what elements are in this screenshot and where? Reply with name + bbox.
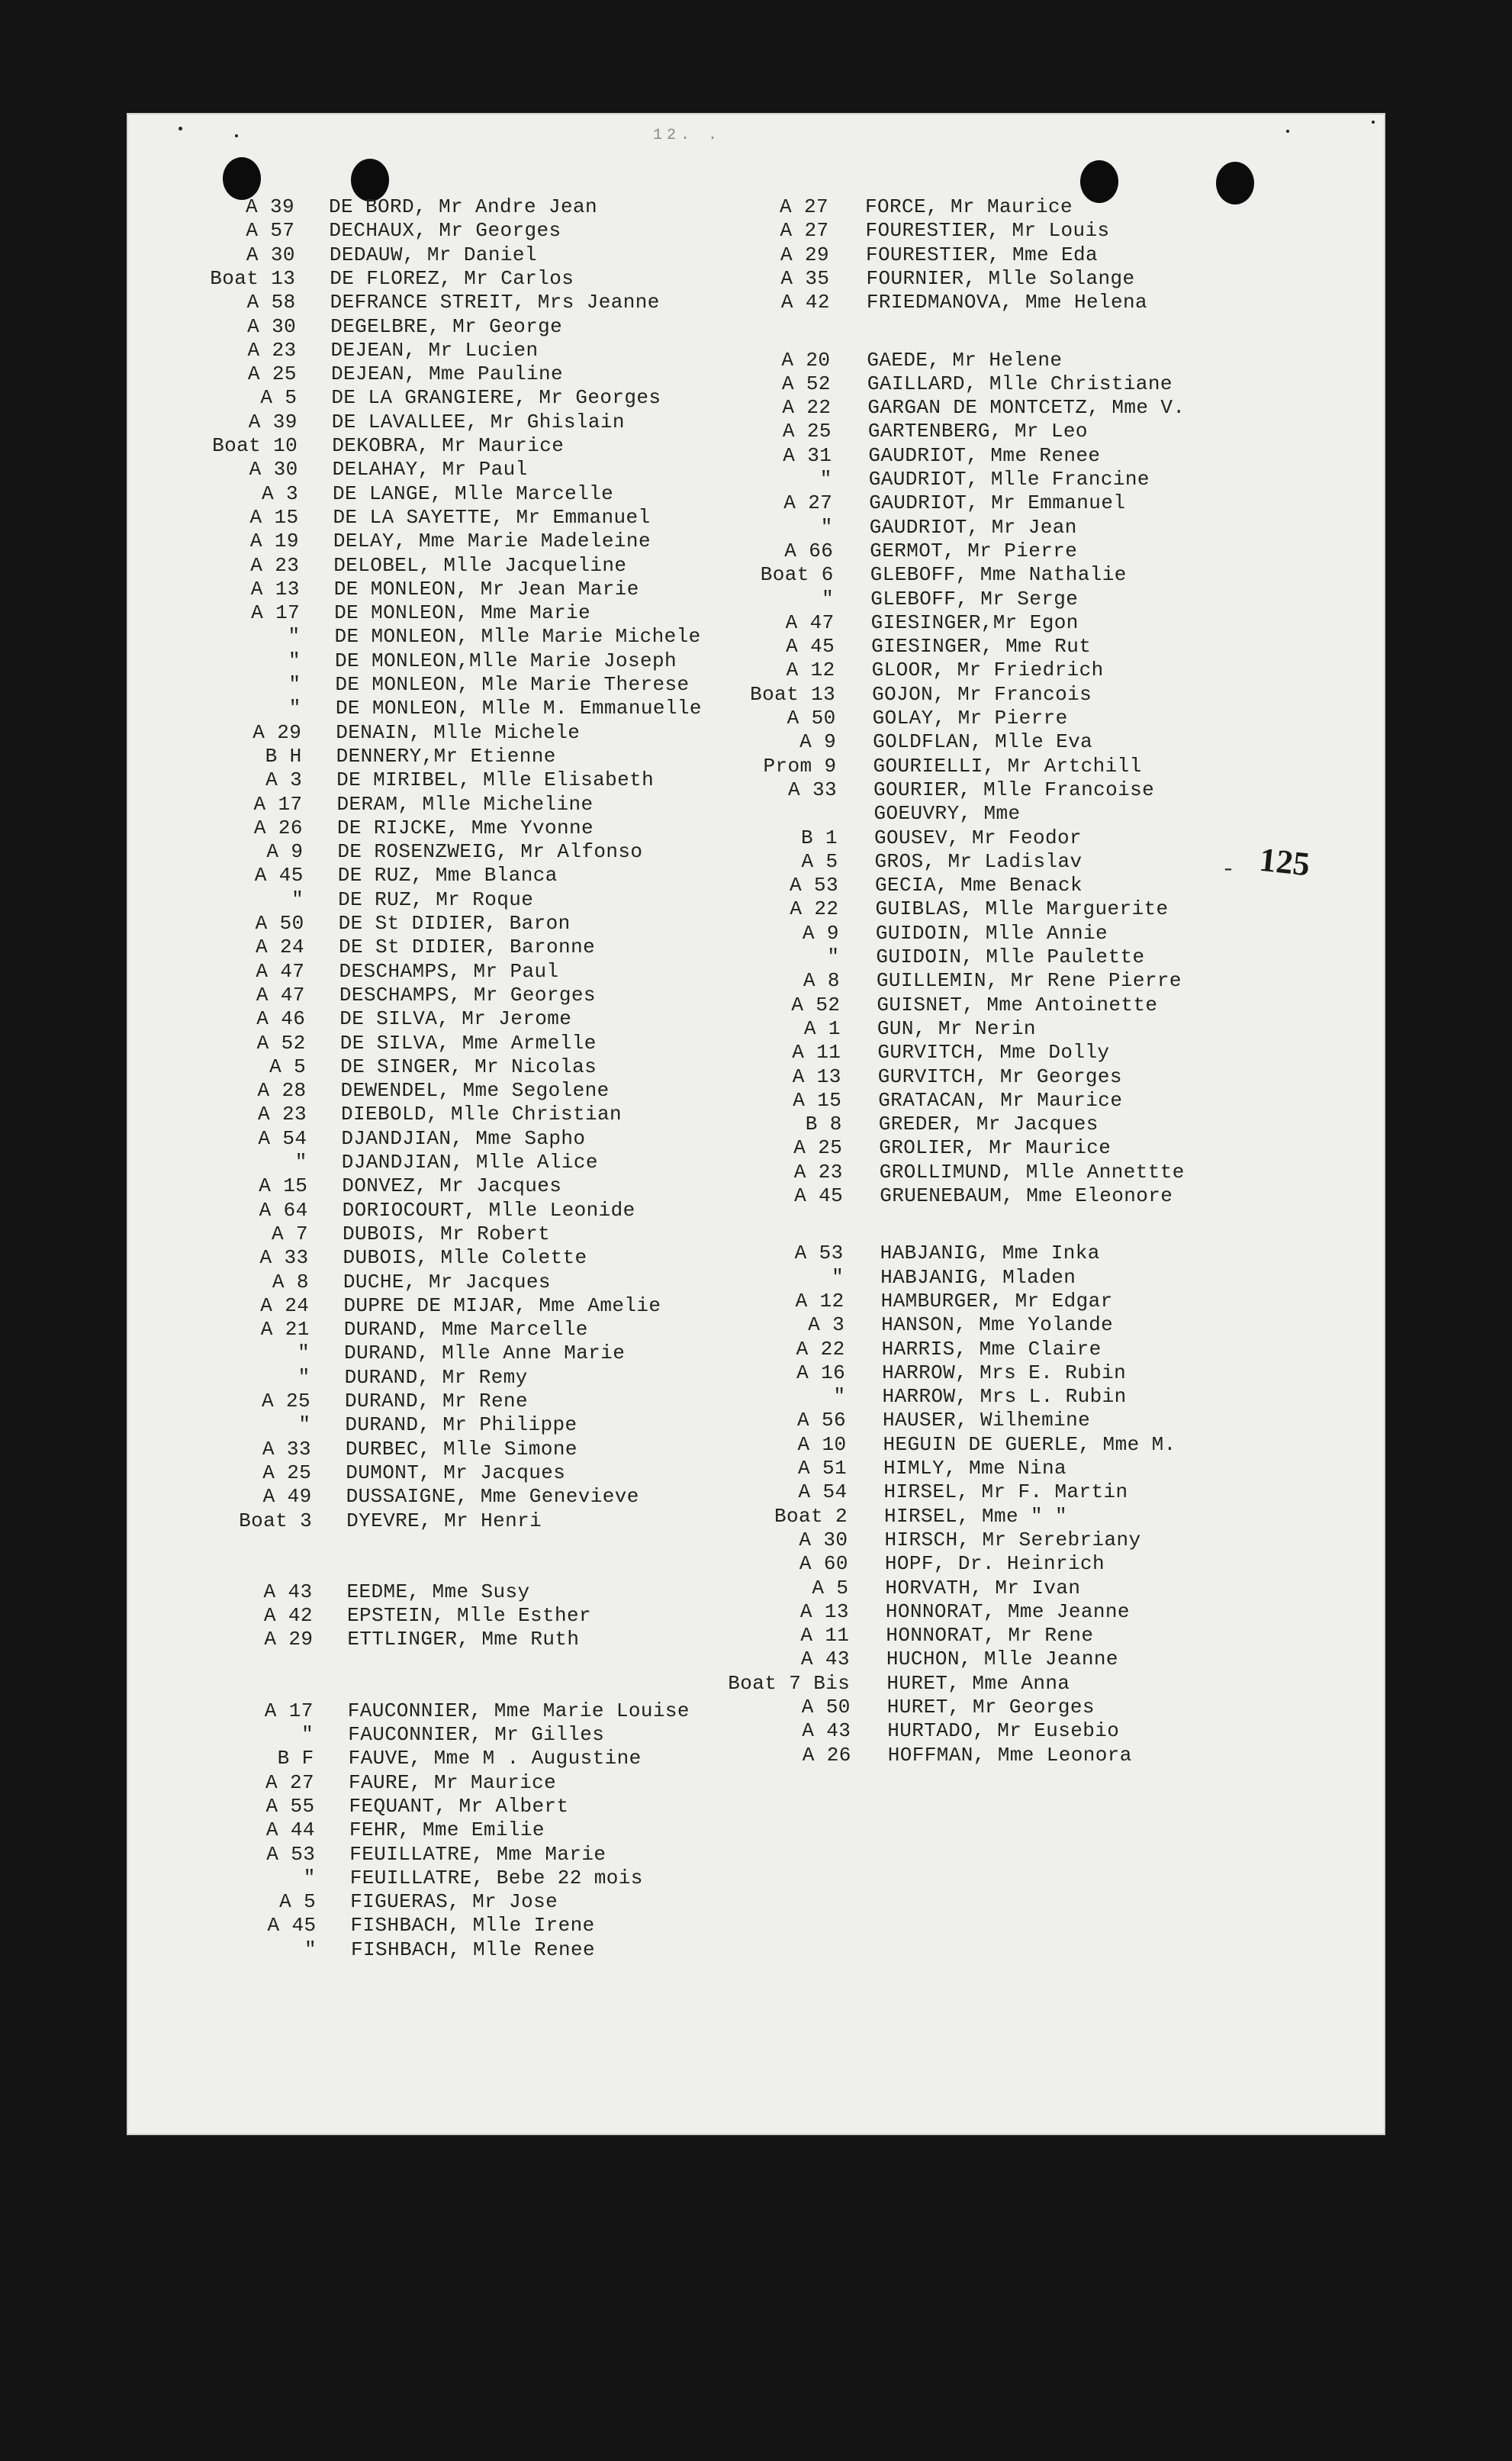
berth-code: A 5 <box>279 1890 317 1914</box>
passenger-name: DERAM, Mlle Micheline <box>336 792 594 816</box>
berth-code: A 27 <box>783 491 833 515</box>
berth-code: A 42 <box>780 291 830 314</box>
berth-code: A 45 <box>267 1914 317 1938</box>
berth-code: A 55 <box>265 1794 315 1818</box>
passenger-name: FISHBACH, Mlle Irene <box>350 1914 595 1938</box>
berth-code: Prom 9 <box>763 754 837 778</box>
passenger-name: GAUDRIOT, Mlle Francine <box>868 468 1150 491</box>
berth-code: A 15 <box>249 505 299 529</box>
berth-code: A 51 <box>797 1457 847 1480</box>
berth-code: A 3 <box>262 482 299 505</box>
passenger-name: HOFFMAN, Mme Leonora <box>887 1743 1132 1767</box>
passenger-name: HURET, Mr Georges <box>886 1696 1095 1719</box>
passenger-name: DE SILVA, Mme Armelle <box>339 1031 597 1055</box>
passenger-name: FEQUANT, Mr Albert <box>349 1794 569 1818</box>
passenger-name: FOURESTIER, Mme Eda <box>865 243 1099 266</box>
berth-code: A 45 <box>794 1184 844 1207</box>
berth-code: A 52 <box>791 993 841 1016</box>
berth-code: A 9 <box>799 730 837 754</box>
berth-code: A 39 <box>248 410 298 433</box>
berth-code: A 43 <box>802 1719 851 1743</box>
berth-code: A 58 <box>246 291 296 314</box>
passenger-name: DE MONLEON, Mle Marie Therese <box>335 673 690 696</box>
berth-code: " <box>832 1265 844 1289</box>
passenger-name: DE RUZ, Mr Roque <box>338 887 534 911</box>
berth-code: A 23 <box>793 1160 843 1184</box>
speck <box>1372 121 1375 124</box>
passenger-name: GOUSEV, Mr Feodor <box>874 826 1083 849</box>
document-page <box>127 113 1385 2135</box>
berth-code: A 21 <box>260 1318 310 1342</box>
berth-code: " <box>820 515 833 539</box>
passenger-name: DE MONLEON,Mlle Marie Joseph <box>334 649 677 672</box>
passenger-name: FEHR, Mme Emilie <box>349 1818 545 1842</box>
passenger-name: GOJON, Mr Francois <box>872 682 1092 706</box>
berth-code: A 46 <box>256 1007 306 1031</box>
passenger-name: FOURNIER, Mlle Solange <box>866 266 1135 290</box>
berth-code: A 10 <box>797 1432 847 1456</box>
passenger-name: GLEBOFF, Mr Serge <box>870 587 1079 610</box>
berth-code: A 13 <box>799 1599 849 1623</box>
passenger-name: HONNORAT, Mme Jeanne <box>885 1599 1130 1623</box>
passenger-name: GLOOR, Mr Friedrich <box>871 659 1104 682</box>
passenger-name: DEWENDEL, Mme Segolene <box>340 1079 610 1103</box>
berth-code: B 8 <box>805 1113 842 1136</box>
header-mark: 12. . <box>653 127 722 144</box>
passenger-name: DESCHAMPS, Mr Georges <box>339 983 596 1007</box>
passenger-name: DUPRE DE MIJAR, Mme Amelie <box>343 1293 661 1317</box>
berth-code: A 53 <box>789 874 838 897</box>
passenger-name: DURAND, Mr Philippe <box>345 1413 577 1437</box>
berth-code: A 3 <box>808 1313 845 1337</box>
passenger-name: DE MONLEON, Mme Marie <box>334 601 591 625</box>
berth-code: A 15 <box>259 1174 308 1198</box>
speck <box>1286 130 1289 133</box>
berth-code: A 5 <box>801 849 838 873</box>
berth-code: A 1 <box>803 1016 841 1040</box>
passenger-name: DORIOCOURT, Mlle Leonide <box>342 1198 635 1222</box>
passenger-name: FORCE, Mr Maurice <box>865 195 1073 218</box>
passenger-name: DONVEZ, Mr Jacques <box>342 1174 562 1198</box>
passenger-name: DEJEAN, Mme Pauline <box>330 362 563 386</box>
passenger-name: GARGAN DE MONTCETZ, Mme V. <box>867 396 1185 420</box>
berth-code: A 25 <box>782 420 832 443</box>
berth-code: " <box>288 625 301 649</box>
berth-code: A 57 <box>246 219 295 243</box>
passenger-name: GIESINGER,Mr Egon <box>870 610 1079 634</box>
berth-code: Boat 13 <box>210 266 296 290</box>
berth-code: " <box>291 887 304 911</box>
berth-code: A 17 <box>251 601 301 625</box>
passenger-name: HIRSCH, Mr Serebriany <box>884 1528 1141 1551</box>
berth-code: " <box>303 1866 316 1889</box>
passenger-name: DYEVRE, Mr Henri <box>346 1509 542 1532</box>
berth-code: A 43 <box>800 1648 850 1671</box>
passenger-name: HORVATH, Mr Ivan <box>885 1576 1081 1599</box>
berth-code: A 19 <box>249 530 299 553</box>
berth-code: A 5 <box>269 1055 307 1078</box>
passenger-name: DEFRANCE STREIT, Mrs Jeanne <box>330 291 660 314</box>
passenger-name: DELOBEL, Mlle Jacqueline <box>333 553 627 577</box>
berth-code: A 17 <box>253 792 303 816</box>
passenger-name: DJANDJIAN, Mme Sapho <box>341 1126 586 1150</box>
berth-code: A 28 <box>257 1079 307 1103</box>
berth-code: A 9 <box>802 921 839 945</box>
passenger-name: GROLIER, Mr Maurice <box>879 1136 1111 1160</box>
passenger-name: FAUCONNIER, Mme Marie Louise <box>347 1699 690 1722</box>
passenger-name: GOURIER, Mlle Francoise <box>873 778 1155 801</box>
passenger-name: DE SILVA, Mr Jerome <box>339 1007 572 1031</box>
passenger-name: DURAND, Mlle Anne Marie <box>344 1342 626 1365</box>
berth-code: B H <box>265 744 302 768</box>
passenger-name: DELAY, Mme Marie Madeleine <box>333 530 651 553</box>
berth-code: " <box>833 1385 846 1409</box>
berth-code: A 5 <box>812 1576 849 1599</box>
berth-code: " <box>298 1413 311 1437</box>
passenger-name: GURVITCH, Mr Georges <box>877 1065 1122 1088</box>
berth-code: Boat 6 <box>760 563 834 587</box>
berth-code: A 49 <box>262 1485 312 1509</box>
passenger-name: DE St DIDIER, Baronne <box>339 936 596 959</box>
passenger-name: GUN, Mr Nerin <box>877 1016 1036 1040</box>
berth-code: A 13 <box>250 577 300 601</box>
passenger-name: FIGUERAS, Mr Jose <box>350 1890 558 1914</box>
berth-code: A 30 <box>799 1528 848 1551</box>
berth-code: A 20 <box>781 348 831 372</box>
berth-code: A 11 <box>800 1624 850 1648</box>
passenger-name: GURVITCH, Mme Dolly <box>877 1041 1110 1065</box>
berth-code: A 47 <box>256 959 305 983</box>
binder-hole-right-1 <box>1080 160 1118 203</box>
passenger-name: HAMBURGER, Mr Edgar <box>880 1289 1113 1313</box>
passenger-name: FOURESTIER, Mr Louis <box>865 219 1110 243</box>
berth-code: Boat 2 <box>774 1504 848 1528</box>
passenger-name: EPSTEIN, Mlle Esther <box>346 1604 591 1628</box>
passenger-name: GIESINGER, Mme Rut <box>871 635 1092 659</box>
berth-code: A 27 <box>779 195 828 218</box>
passenger-name: HUCHON, Mlle Jeanne <box>886 1648 1118 1671</box>
berth-code: A 27 <box>265 1770 315 1794</box>
passenger-name: GROLLIMUND, Mlle Annettte <box>879 1160 1185 1184</box>
berth-code: A 15 <box>793 1088 842 1112</box>
berth-code: A 64 <box>259 1198 308 1222</box>
passenger-name: GLEBOFF, Mme Nathalie <box>870 563 1127 587</box>
page-number: 125 <box>1257 840 1312 884</box>
berth-code: A 26 <box>802 1743 851 1767</box>
berth-code: A 11 <box>792 1041 841 1065</box>
passenger-name: DENNERY,Mr Etienne <box>336 744 556 768</box>
berth-code: A 29 <box>253 720 302 744</box>
passenger-name: DESCHAMPS, Mr Paul <box>339 959 559 983</box>
berth-code: A 33 <box>262 1437 311 1461</box>
passenger-name: GAILLARD, Mlle Christiane <box>867 372 1173 395</box>
passenger-name: DE RUZ, Mme Blanca <box>337 864 558 887</box>
passenger-name: FISHBACH, Mlle Renee <box>350 1938 596 1961</box>
berth-code: A 12 <box>795 1289 844 1313</box>
passenger-name: DELAHAY, Mr Paul <box>332 458 528 482</box>
passenger-name: HEGUIN DE GUERLE, Mme M. <box>883 1432 1176 1456</box>
berth-code: A 56 <box>797 1409 847 1432</box>
passenger-name: DE MIRIBEL, Mlle Elisabeth <box>336 768 655 792</box>
berth-code: A 23 <box>247 338 297 362</box>
berth-code: " <box>298 1365 310 1389</box>
berth-code: A 17 <box>264 1699 314 1722</box>
berth-code: " <box>294 1151 307 1174</box>
passenger-name: HIRSEL, Mme " " <box>883 1504 1067 1528</box>
passenger-name: GECIA, Mme Benack <box>874 874 1083 897</box>
berth-code: A 22 <box>796 1337 845 1361</box>
berth-code: A 23 <box>250 553 300 577</box>
passenger-name: GOLDFLAN, Mlle Eva <box>873 730 1093 754</box>
passenger-name: GUILLEMIN, Mr Rene Pierre <box>876 969 1182 993</box>
berth-code: " <box>827 945 840 968</box>
berth-code: A 30 <box>249 458 298 482</box>
berth-code: A 53 <box>266 1842 316 1866</box>
passenger-name: GREDER, Mr Jacques <box>878 1113 1099 1136</box>
passenger-name: HARRIS, Mme Claire <box>881 1337 1102 1361</box>
passenger-name: HARROW, Mrs L. Rubin <box>882 1385 1127 1409</box>
berth-code: A 27 <box>780 219 829 243</box>
passenger-name: HIMLY, Mme Nina <box>883 1457 1067 1480</box>
passenger-name: FAUCONNIER, Mr Gilles <box>348 1723 605 1746</box>
berth-code: Boat 13 <box>750 682 836 706</box>
passenger-name: EEDME, Mme Susy <box>346 1580 530 1603</box>
passenger-name: DUBOIS, Mlle Colette <box>343 1246 587 1270</box>
berth-code: A 53 <box>794 1242 844 1265</box>
passenger-name: DURAND, Mme Marcelle <box>343 1318 588 1342</box>
berth-code: A 8 <box>803 969 840 993</box>
berth-code: A 16 <box>796 1361 846 1384</box>
passenger-name: DE MONLEON, Mlle Marie Michele <box>334 625 701 649</box>
passenger-name: GUIDOIN, Mlle Annie <box>875 921 1108 945</box>
passenger-name: FEUILLATRE, Mme Marie <box>349 1842 606 1866</box>
berth-code: " <box>822 587 835 610</box>
passenger-name: DE BORD, Mr Andre Jean <box>329 195 598 218</box>
passenger-name: DE FLOREZ, Mr Carlos <box>330 266 574 290</box>
berth-code: A 50 <box>787 707 836 730</box>
berth-code: A 24 <box>256 936 305 959</box>
berth-code: A 7 <box>272 1222 309 1245</box>
berth-code: A 47 <box>785 610 835 634</box>
berth-code: A 50 <box>801 1696 851 1719</box>
passenger-name: HONNORAT, Mr Rene <box>886 1624 1094 1648</box>
passenger-name: DJANDJIAN, Mlle Alice <box>341 1151 598 1174</box>
berth-code: A 50 <box>255 912 304 935</box>
page-number-dash: - <box>1221 857 1236 883</box>
passenger-name: GOURIELLI, Mr Artchill <box>873 754 1142 778</box>
passenger-name: GUISNET, Mme Antoinette <box>877 993 1158 1016</box>
berth-code: A 25 <box>247 362 297 386</box>
berth-code: A 44 <box>265 1818 315 1842</box>
berth-code: B 1 <box>800 826 838 849</box>
passenger-name: FEUILLATRE, Bebe 22 mois <box>349 1866 643 1889</box>
passenger-name: DURBEC, Mlle Simone <box>345 1437 577 1461</box>
passenger-name: GARTENBERG, Mr Leo <box>867 420 1088 443</box>
berth-code: A 12 <box>786 659 835 682</box>
passenger-name: HARROW, Mrs E. Rubin <box>882 1361 1127 1384</box>
berth-code: Boat 3 <box>239 1509 313 1532</box>
berth-code: A 5 <box>260 386 298 410</box>
berth-code: A 25 <box>262 1461 312 1484</box>
passenger-name: GAUDRIOT, Mr Jean <box>869 515 1077 539</box>
passenger-name: FAURE, Mr Maurice <box>349 1770 557 1794</box>
berth-code: A 45 <box>254 864 304 887</box>
passenger-name: FRIEDMANOVA, Mme Helena <box>866 291 1147 314</box>
berth-code: A 43 <box>263 1580 313 1603</box>
berth-code: " <box>819 468 832 491</box>
passenger-name: DE LA GRANGIERE, Mr Georges <box>331 386 661 410</box>
passenger-name: HURTADO, Mr Eusebio <box>887 1719 1120 1743</box>
passenger-name: GAUDRIOT, Mr Emmanuel <box>869 491 1126 515</box>
berth-code: A 29 <box>264 1628 314 1651</box>
passenger-name: DE SINGER, Mr Nicolas <box>340 1055 597 1078</box>
passenger-name: HABJANIG, Mme Inka <box>880 1242 1100 1265</box>
passenger-name: HANSON, Mme Yolande <box>881 1313 1114 1337</box>
passenger-name: GAUDRIOT, Mme Renee <box>868 443 1101 467</box>
berth-code: " <box>301 1723 314 1746</box>
passenger-name: DUMONT, Mr Jacques <box>346 1461 566 1484</box>
berth-code: A 54 <box>258 1126 307 1150</box>
passenger-name: HURET, Mme Anna <box>886 1671 1070 1695</box>
passenger-name: DUSSAIGNE, Mme Genevieve <box>346 1485 639 1509</box>
passenger-name: HAUSER, Wilhemine <box>883 1409 1091 1432</box>
berth-code: A 26 <box>253 816 303 839</box>
berth-code: A 30 <box>247 314 297 338</box>
passenger-name: DUCHE, Mr Jacques <box>343 1270 551 1293</box>
berth-code: A 47 <box>256 983 305 1007</box>
berth-code: A 31 <box>783 443 832 467</box>
passenger-name: GAEDE, Mr Helene <box>867 348 1063 372</box>
speck <box>235 134 238 137</box>
berth-code: A 33 <box>788 778 838 801</box>
binder-hole-left-1 <box>223 157 261 200</box>
berth-code: A 52 <box>256 1031 306 1055</box>
passenger-name: DE ROSENZWEIG, Mr Alfonso <box>337 840 643 864</box>
berth-code: " <box>288 673 301 696</box>
passenger-name: DEKOBRA, Mr Maurice <box>332 434 565 457</box>
berth-code: Boat 7 Bis <box>728 1671 851 1695</box>
berth-code: Boat 10 <box>212 434 298 457</box>
berth-code: A 22 <box>782 396 832 420</box>
passenger-name: DE RIJCKE, Mme Yvonne <box>336 816 594 839</box>
speck <box>179 127 182 130</box>
berth-code: A 25 <box>261 1390 310 1412</box>
berth-code: A 25 <box>793 1136 843 1160</box>
passenger-name: GROS, Mr Ladislav <box>874 849 1083 873</box>
passenger-name: DEJEAN, Mr Lucien <box>330 338 539 362</box>
passenger-name: DIEBOLD, Mlle Christian <box>340 1103 622 1126</box>
passenger-name: DE LAVALLEE, Mr Ghislain <box>331 410 625 433</box>
berth-code: A 30 <box>246 243 295 266</box>
berth-code: " <box>304 1938 317 1961</box>
berth-code: A 29 <box>780 243 829 266</box>
berth-code: A 45 <box>786 635 835 659</box>
berth-code: A 66 <box>784 539 834 562</box>
berth-code: B F <box>277 1747 314 1770</box>
passenger-name: DUBOIS, Mr Robert <box>343 1222 551 1245</box>
passenger-name: ETTLINGER, Mme Ruth <box>347 1628 580 1651</box>
berth-code: " <box>288 697 301 720</box>
passenger-name: DE St DIDIER, Baron <box>338 912 571 935</box>
passenger-name: HABJANIG, Mladen <box>880 1265 1076 1289</box>
berth-code: A 60 <box>799 1552 848 1576</box>
passenger-name: DE LANGE, Mlle Marcelle <box>333 482 614 505</box>
passenger-name: GOLAY, Mr Pierre <box>872 707 1068 730</box>
passenger-name: DE LA SAYETTE, Mr Emmanuel <box>333 505 651 529</box>
passenger-name: DE MONLEON, Mr Jean Marie <box>333 577 639 601</box>
berth-code: A 24 <box>260 1293 310 1317</box>
berth-code: A 9 <box>266 840 304 864</box>
berth-code: A 33 <box>259 1246 309 1270</box>
passenger-name: HIRSEL, Mr F. Martin <box>883 1480 1128 1504</box>
passenger-name: HOPF, Dr. Heinrich <box>884 1552 1105 1576</box>
passenger-name: GUIDOIN, Mlle Paulette <box>876 945 1145 968</box>
berth-code: A 35 <box>780 266 830 290</box>
berth-code: A 13 <box>792 1065 841 1088</box>
passenger-name: GUIBLAS, Mlle Marguerite <box>875 897 1169 921</box>
berth-code: A 39 <box>245 195 294 218</box>
passenger-name: DURAND, Mr Remy <box>344 1365 528 1389</box>
berth-code: " <box>298 1342 310 1365</box>
berth-code: A 23 <box>257 1103 307 1126</box>
berth-code: " <box>288 649 301 672</box>
passenger-name: DECHAUX, Mr Georges <box>329 219 561 243</box>
binder-hole-right-2 <box>1216 162 1254 205</box>
passenger-name: DE MONLEON, Mlle M. Emmanuelle <box>335 697 702 720</box>
passenger-name: GRUENEBAUM, Mme Eleonore <box>880 1184 1173 1207</box>
passenger-name: DEGELBRE, Mr George <box>330 314 563 338</box>
berth-code: A 42 <box>263 1604 313 1628</box>
passenger-name: FAUVE, Mme M . Augustine <box>348 1747 642 1770</box>
passenger-name: DEDAUW, Mr Daniel <box>329 243 537 266</box>
passenger-name: GRATACAN, Mr Maurice <box>878 1088 1123 1112</box>
berth-code: A 3 <box>265 768 303 792</box>
berth-code: A 54 <box>798 1480 848 1504</box>
passenger-name: DURAND, Mr Rene <box>345 1390 529 1412</box>
passenger-name: GERMOT, Mr Pierre <box>870 539 1078 562</box>
berth-code: A 22 <box>790 897 839 921</box>
berth-code: A 52 <box>781 372 831 395</box>
passenger-name: GOEUVRY, Mme <box>873 802 1021 826</box>
berth-code: A 8 <box>272 1270 309 1293</box>
passenger-name: DENAIN, Mlle Michele <box>336 720 581 744</box>
